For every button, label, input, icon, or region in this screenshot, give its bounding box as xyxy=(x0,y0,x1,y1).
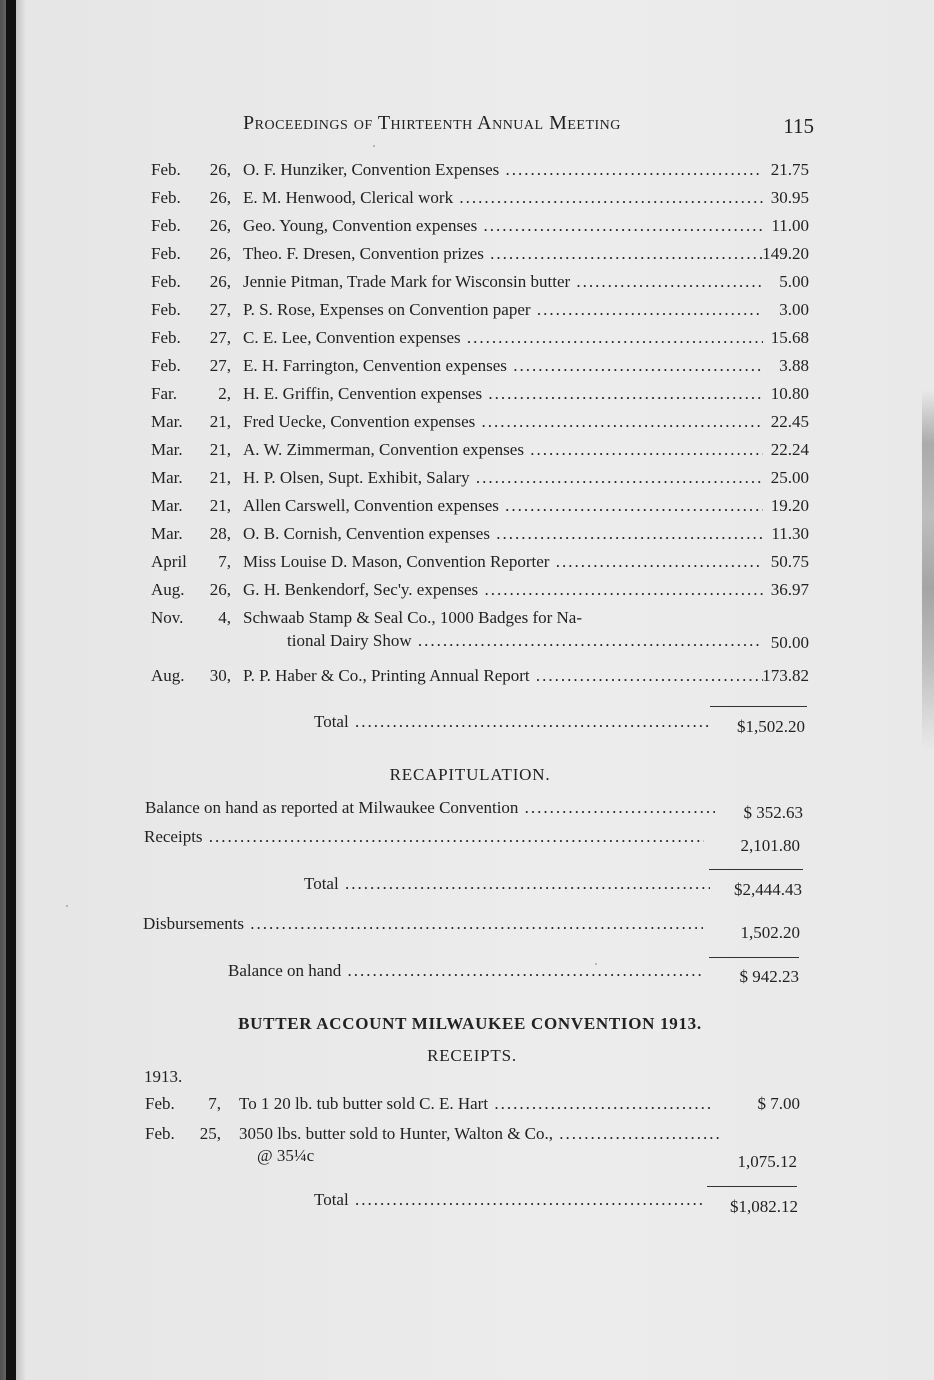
ledger-row xyxy=(151,438,811,462)
paper-speck xyxy=(66,905,68,907)
balance-label: Balance on hand as reported at Milwaukee Convention ..... xyxy=(145,796,715,820)
day: 4, xyxy=(218,608,231,627)
description: P. P. Haber & Co., Printing Annual Report ..... xyxy=(243,664,763,688)
ledger-row xyxy=(151,664,811,688)
ledger-row xyxy=(151,578,811,602)
total-label: Total ..... xyxy=(314,710,712,734)
page-edge-shadow xyxy=(922,390,934,750)
month: Mar. xyxy=(151,468,183,487)
amount: 30.95 xyxy=(770,188,809,207)
description: Miss Louise D. Mason, Convention Reporter ..... xyxy=(243,550,763,574)
month: Feb. xyxy=(145,1124,175,1143)
butter-total-rule xyxy=(707,1186,797,1187)
day: 26, xyxy=(209,216,231,235)
day: 7, xyxy=(218,552,231,571)
day: 30, xyxy=(209,666,231,685)
description: Fred Uecke, Convention expenses ..... xyxy=(243,410,763,434)
month: Mar. xyxy=(151,496,183,515)
month: Feb. xyxy=(151,272,181,291)
amount: 11.00 xyxy=(771,216,809,235)
month: April xyxy=(151,552,187,571)
amount: 5.00 xyxy=(779,272,809,291)
book-binding-shadow xyxy=(6,0,16,1380)
description: E. M. Henwood, Clerical work ..... xyxy=(243,186,763,210)
recapitulation-heading: RECAPITULATION. xyxy=(389,765,551,784)
amount: 22.24 xyxy=(770,440,809,459)
amount: 149.20 xyxy=(762,244,809,263)
total-amount: $1,502.20 xyxy=(737,717,805,736)
recap-total-amount: $2,444.43 xyxy=(734,880,802,899)
description-line-1: Schwaab Stamp & Seal Co., 1000 Badges for Na- xyxy=(243,608,582,627)
day: 28, xyxy=(209,524,231,543)
ledger-row xyxy=(151,354,811,378)
ledger-row xyxy=(151,494,811,518)
month: Feb. xyxy=(151,244,181,263)
ledger-row xyxy=(151,550,811,574)
month: Feb. xyxy=(151,188,181,207)
receipts-subheading: RECEIPTS. xyxy=(427,1046,517,1065)
month: Feb. xyxy=(151,328,181,347)
recap-total-label: Total ..... xyxy=(304,872,710,896)
month: Feb. xyxy=(151,356,181,375)
balance-on-hand-label: Balance on hand ..... xyxy=(228,959,704,983)
description: E. H. Farrington, Cenvention expenses ..... xyxy=(243,354,763,378)
day: 25, xyxy=(199,1124,221,1143)
month: Nov. xyxy=(151,608,184,627)
ledger-row xyxy=(151,522,811,546)
description-line-2: tional Dairy Show ..... xyxy=(287,629,762,653)
ledger-row xyxy=(151,186,811,210)
month: Feb. xyxy=(151,216,181,235)
description: Allen Carswell, Convention expenses ..... xyxy=(243,494,763,518)
paper-speck xyxy=(595,963,597,965)
description: P. S. Rose, Expenses on Convention paper ..... xyxy=(243,298,763,322)
amount: $ 7.00 xyxy=(757,1094,800,1113)
day: 21, xyxy=(209,468,231,487)
month: Feb. xyxy=(145,1094,175,1113)
day: 26, xyxy=(209,188,231,207)
amount: 3.88 xyxy=(779,356,809,375)
receipts-label: Receipts ..... xyxy=(144,825,704,849)
description: C. E. Lee, Convention expenses ..... xyxy=(243,326,763,350)
description: Theo. F. Dresen, Convention prizes ..... xyxy=(243,242,763,266)
day: 27, xyxy=(209,328,231,347)
description: Jennie Pitman, Trade Mark for Wisconsin butter ..... xyxy=(243,270,763,294)
disbursements-label: Disbursements ..... xyxy=(143,912,703,936)
description: H. E. Griffin, Cenvention expenses ..... xyxy=(243,382,763,406)
balance-amount: $ 352.63 xyxy=(743,803,803,822)
day: 26, xyxy=(209,160,231,179)
receipts-amount: 2,101.80 xyxy=(740,836,800,855)
amount: 19.20 xyxy=(770,496,809,515)
amount: 50.75 xyxy=(770,552,809,571)
month: Aug. xyxy=(151,666,185,685)
amount: 1,075.12 xyxy=(737,1152,797,1171)
amount: 173.82 xyxy=(762,666,809,685)
ledger-row xyxy=(151,242,811,266)
ledger-row xyxy=(151,158,811,182)
disbursements-amount: 1,502.20 xyxy=(740,923,800,942)
amount: 21.75 xyxy=(770,160,809,179)
ledger-row xyxy=(151,466,811,490)
butter-total-amount: $1,082.12 xyxy=(730,1197,798,1216)
day: 7, xyxy=(208,1094,221,1113)
receipt-row-multiline xyxy=(145,1122,805,1172)
month: Mar. xyxy=(151,412,183,431)
month: Mar. xyxy=(151,440,183,459)
month: Mar. xyxy=(151,524,183,543)
description: To 1 20 lb. tub butter sold C. E. Hart ..... xyxy=(239,1092,711,1116)
butter-account-heading: BUTTER ACCOUNT MILWAUKEE CONVENTION 1913. xyxy=(238,1014,702,1033)
day: 26, xyxy=(209,580,231,599)
amount: 3.00 xyxy=(779,300,809,319)
description: Geo. Young, Convention expenses ..... xyxy=(243,214,763,238)
description: O. B. Cornish, Cenvention expenses ..... xyxy=(243,522,763,546)
amount: 22.45 xyxy=(770,412,809,431)
day: 2, xyxy=(218,384,231,403)
ledger-row xyxy=(151,410,811,434)
recap-total-rule xyxy=(709,869,803,870)
butter-total-label: Total ..... xyxy=(314,1188,704,1212)
balance-rule xyxy=(709,957,799,958)
month: Feb. xyxy=(151,160,181,179)
total-rule xyxy=(710,706,807,707)
ledger-row xyxy=(151,214,811,238)
running-head: Proceedings of Thirteenth Annual Meeting xyxy=(243,112,621,134)
description: G. H. Benkendorf, Sec'y. expenses ..... xyxy=(243,578,763,602)
day: 21, xyxy=(209,412,231,431)
month: Aug. xyxy=(151,580,185,599)
amount: 50.00 xyxy=(770,633,809,652)
amount: 10.80 xyxy=(770,384,809,403)
day: 21, xyxy=(209,440,231,459)
month: Feb. xyxy=(151,300,181,319)
description-line-2: @ 35¼c xyxy=(257,1146,315,1165)
balance-on-hand-amount: $ 942.23 xyxy=(739,967,799,986)
year-label: 1913. xyxy=(144,1067,183,1086)
amount: 15.68 xyxy=(770,328,809,347)
paper-speck xyxy=(373,145,375,147)
amount: 36.97 xyxy=(770,580,809,599)
ledger-row xyxy=(151,298,811,322)
ledger-row-multiline xyxy=(151,606,811,654)
ledger-row xyxy=(151,326,811,350)
day: 26, xyxy=(209,244,231,263)
day: 21, xyxy=(209,496,231,515)
description: O. F. Hunziker, Convention Expenses ..... xyxy=(243,158,763,182)
page-number: 115 xyxy=(783,114,814,138)
day: 27, xyxy=(209,300,231,319)
amount: 11.30 xyxy=(771,524,809,543)
description: A. W. Zimmerman, Convention expenses ..... xyxy=(243,438,763,462)
amount: 25.00 xyxy=(770,468,809,487)
day: 27, xyxy=(209,356,231,375)
ledger-row xyxy=(151,270,811,294)
ledger-row xyxy=(151,382,811,406)
description-line-1: 3050 lbs. butter sold to Hunter, Walton & Co., ..... xyxy=(239,1122,719,1146)
description: H. P. Olsen, Supt. Exhibit, Salary ..... xyxy=(243,466,763,490)
day: 26, xyxy=(209,272,231,291)
month: Far. xyxy=(151,384,177,403)
